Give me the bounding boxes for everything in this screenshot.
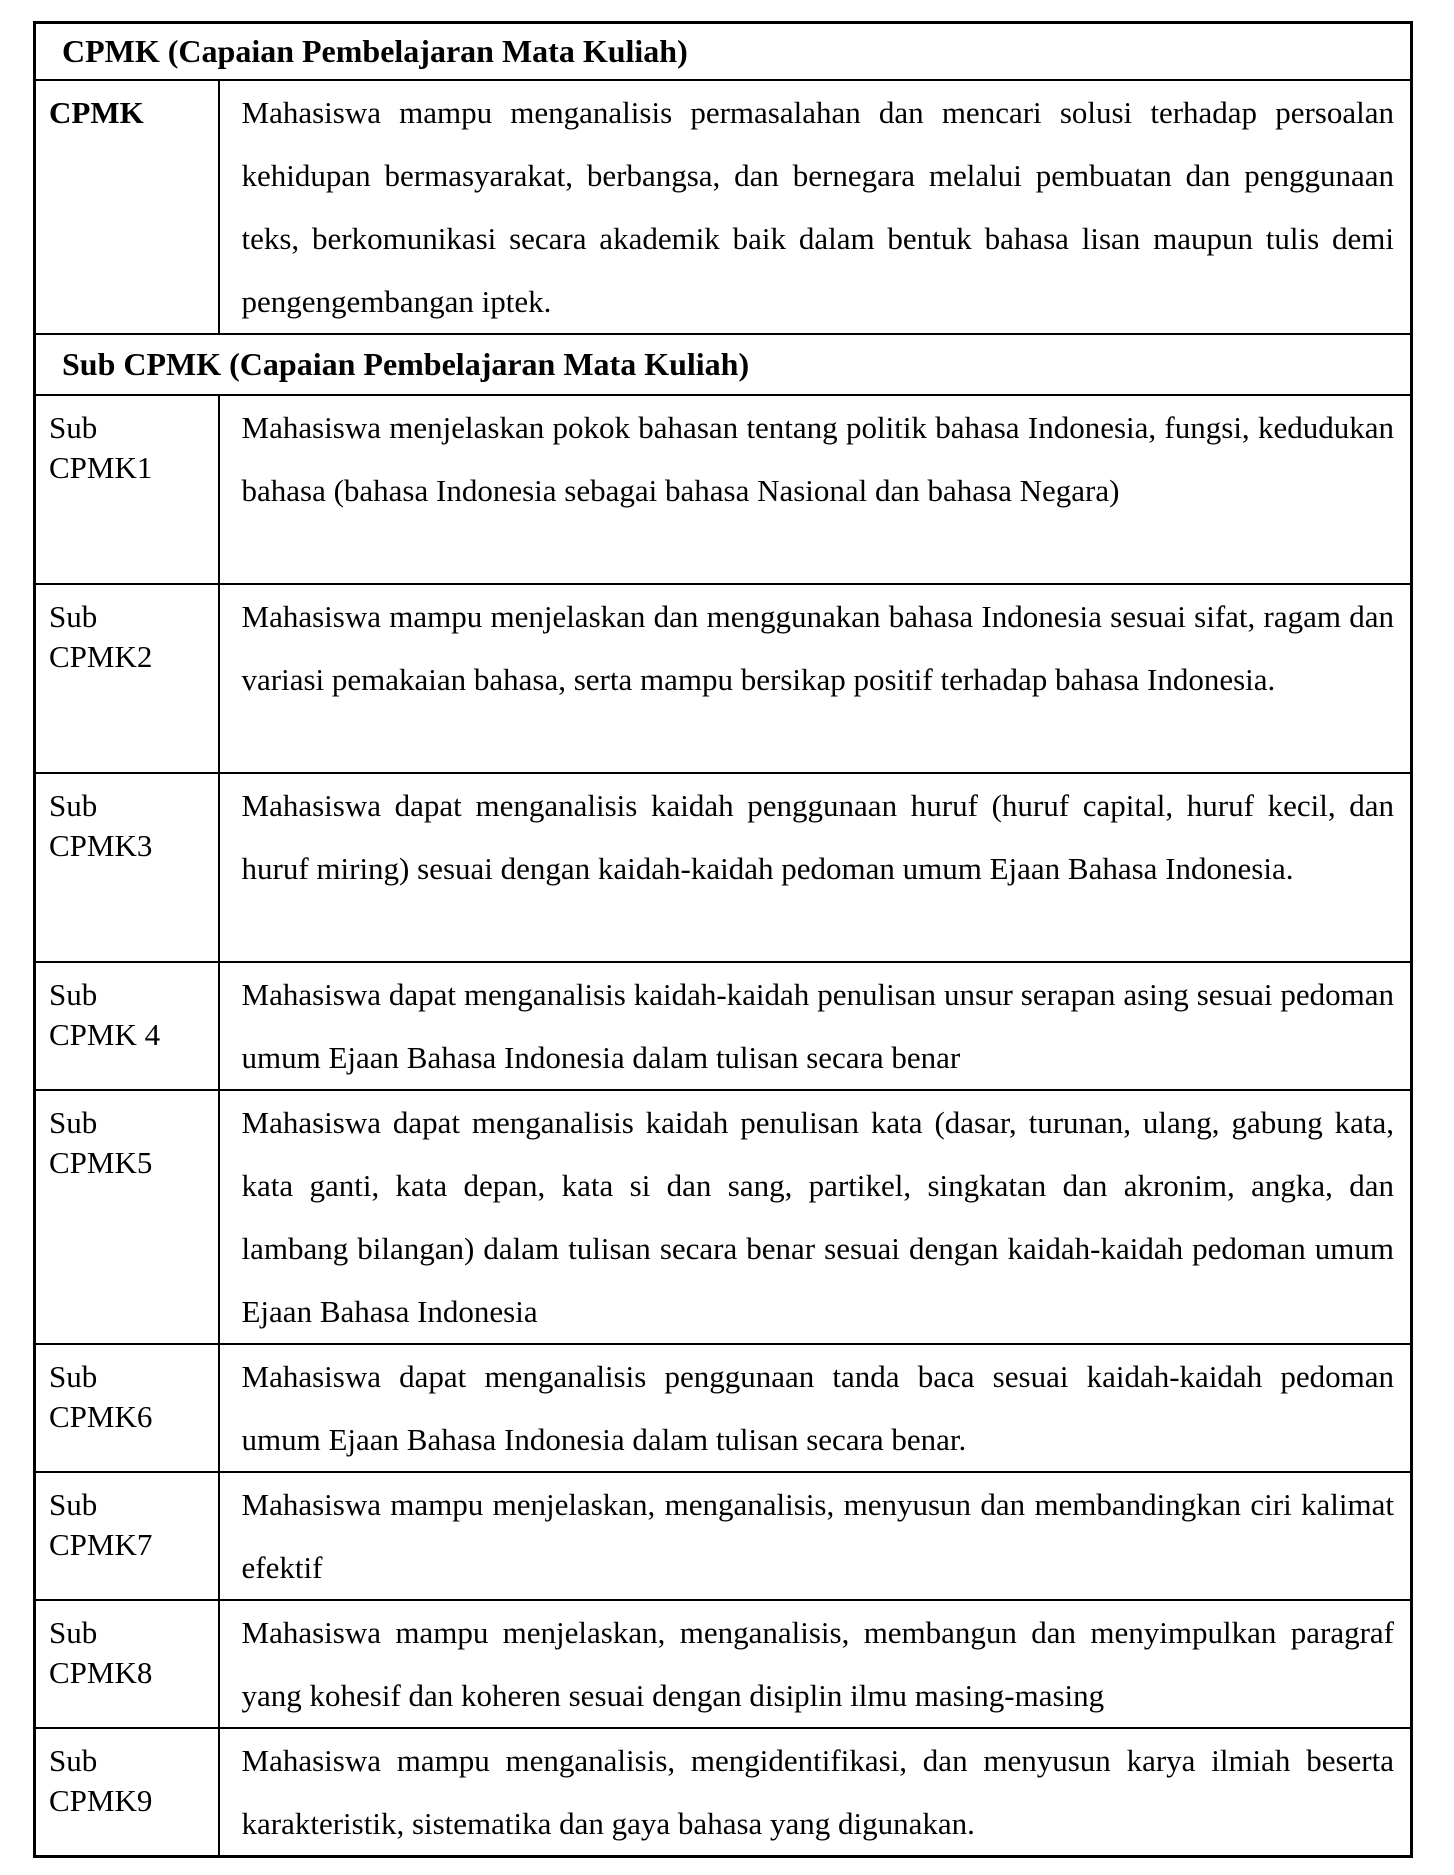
sub-cpmk-label-5-line1: Sub: [49, 1104, 98, 1140]
sub-cpmk-label-6-line2: CPMK6: [49, 1398, 153, 1434]
sub-cpmk-label-3-line2: CPMK3: [49, 827, 153, 863]
cpmk-table: [33, 21, 1413, 1858]
sub-cpmk-label-2: [35, 584, 219, 773]
sub-cpmk-description-3: Mahasiswa dapat menganalisis kaidah penggunaan huruf (huruf capital, huruf kecil, dan huruf miring) sesuai dengan kaidah-kaidah pedoman umum Ejaan Bahasa Indonesia.: [219, 773, 1412, 962]
sub-cpmk-label-6-line1: Sub: [49, 1358, 98, 1394]
sub-cpmk-label-5-line2: CPMK5: [49, 1144, 153, 1180]
sub-cpmk-description-7: Mahasiswa mampu menjelaskan, menganalisis, menyusun dan membandingkan ciri kalimat efektif: [219, 1472, 1412, 1600]
sub-cpmk-label-8: [35, 1600, 219, 1728]
sub-cpmk-row-5: [35, 1090, 1412, 1344]
sub-cpmk-label-8-line2: CPMK8: [49, 1654, 153, 1690]
sub-cpmk-label-4-line2: CPMK 4: [49, 1016, 161, 1052]
sub-cpmk-row-2: [35, 584, 1412, 773]
sub-cpmk-description-4: Mahasiswa dapat menganalisis kaidah-kaidah penulisan unsur serapan asing sesuai pedoman umum Ejaan Bahasa Indonesia dalam tulisan secara benar: [219, 962, 1412, 1090]
cpmk-label: CPMK: [35, 80, 219, 334]
sub-cpmk-row-7: [35, 1472, 1412, 1600]
sub-cpmk-row-6: [35, 1344, 1412, 1472]
sub-cpmk-description-1: Mahasiswa menjelaskan pokok bahasan tentang politik bahasa Indonesia, fungsi, kedudukan bahasa (bahasa Indonesia sebagai bahasa Nasional dan bahasa Negara): [219, 395, 1412, 584]
sub-cpmk-label-9: [35, 1728, 219, 1857]
sub-cpmk-row-8: [35, 1600, 1412, 1728]
sub-cpmk-description-5: Mahasiswa dapat menganalisis kaidah penulisan kata (dasar, turunan, ulang, gabung kata, kata ganti, kata depan, kata si dan sang, partikel, singkatan dan akronim, angka, dan lambang bilangan) dalam tulisan secara benar sesuai dengan kaidah-kaidah pedoman umum Ejaan Bahasa Indonesia: [219, 1090, 1412, 1344]
sub-cpmk-label-3: [35, 773, 219, 962]
sub-cpmk-label-5: [35, 1090, 219, 1344]
sub-cpmk-row-4: [35, 962, 1412, 1090]
sub-cpmk-row-1: [35, 395, 1412, 584]
sub-cpmk-label-7-line1: Sub: [49, 1486, 98, 1522]
cpmk-section-header: CPMK (Capaian Pembelajaran Mata Kuliah): [35, 23, 1412, 80]
sub-cpmk-description-8: Mahasiswa mampu menjelaskan, menganalisis, membangun dan menyimpulkan paragraf yang kohesif dan koheren sesuai dengan disiplin ilmu masing-masing: [219, 1600, 1412, 1728]
sub-cpmk-header-row: [35, 334, 1412, 395]
sub-cpmk-row-9: [35, 1728, 1412, 1857]
sub-cpmk-label-6: [35, 1344, 219, 1472]
sub-cpmk-label-1: [35, 395, 219, 584]
cpmk-description: Mahasiswa mampu menganalisis permasalahan dan mencari solusi terhadap persoalan kehidupan bermasyarakat, berbangsa, dan bernegara melalui pembuatan dan penggunaan teks, berkomunikasi secara akademik baik dalam bentuk bahasa lisan maupun tulis demi pengengembangan iptek.: [219, 80, 1412, 334]
sub-cpmk-section-header: Sub CPMK (Capaian Pembelajaran Mata Kuliah): [35, 334, 1412, 395]
sub-cpmk-description-6: Mahasiswa dapat menganalisis penggunaan tanda baca sesuai kaidah-kaidah pedoman umum Ejaan Bahasa Indonesia dalam tulisan secara benar.: [219, 1344, 1412, 1472]
sub-cpmk-label-3-line1: Sub: [49, 787, 98, 823]
sub-cpmk-row-3: [35, 773, 1412, 962]
cpmk-row: [35, 80, 1412, 334]
sub-cpmk-label-2-line1: Sub: [49, 598, 98, 634]
sub-cpmk-label-4-line1: Sub: [49, 976, 98, 1012]
sub-cpmk-label-2-line2: CPMK2: [49, 638, 153, 674]
sub-cpmk-label-9-line2: CPMK9: [49, 1782, 153, 1818]
cpmk-header-row: [35, 23, 1412, 80]
sub-cpmk-description-9: Mahasiswa mampu menganalisis, mengidentifikasi, dan menyusun karya ilmiah beserta karakteristik, sistematika dan gaya bahasa yang digunakan.: [219, 1728, 1412, 1857]
sub-cpmk-description-2: Mahasiswa mampu menjelaskan dan menggunakan bahasa Indonesia sesuai sifat, ragam dan variasi pemakaian bahasa, serta mampu bersikap positif terhadap bahasa Indonesia.: [219, 584, 1412, 773]
sub-cpmk-label-1-line1: Sub: [49, 409, 98, 445]
sub-cpmk-label-4: [35, 962, 219, 1090]
sub-cpmk-label-8-line1: Sub: [49, 1614, 98, 1650]
sub-cpmk-label-1-line2: CPMK1: [49, 449, 153, 485]
sub-cpmk-label-7-line2: CPMK7: [49, 1526, 153, 1562]
sub-cpmk-label-9-line1: Sub: [49, 1742, 98, 1778]
sub-cpmk-label-7: [35, 1472, 219, 1600]
